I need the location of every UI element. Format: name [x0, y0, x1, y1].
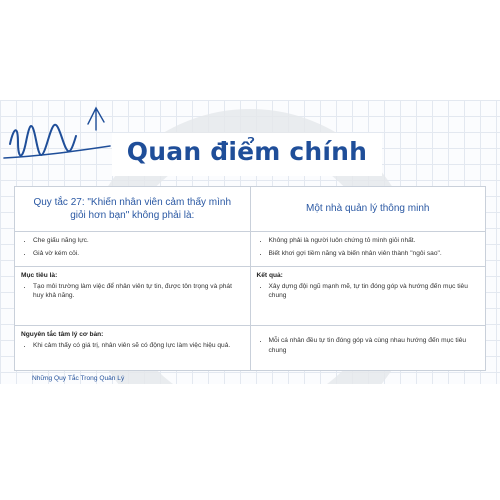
table-header-row: [15, 187, 486, 232]
list-item: • Biết khơi gợi tiềm năng và biến nhân viên thành "ngôi sao".: [269, 249, 480, 259]
left-column-header: Quy tắc 27: "Khiến nhân viên cảm thấy mình giỏi hơn bạn" không phải là:: [15, 187, 251, 232]
table-row: [15, 326, 486, 371]
list-item: • Che giấu năng lực.: [33, 236, 244, 246]
table-cell: [15, 267, 251, 326]
list-item: • Xây dựng đội ngũ mạnh mẽ, tự tin đóng góp và hướng đến mục tiêu chung: [269, 282, 480, 301]
right-column-header: Một nhà quản lý thông minh: [250, 187, 486, 232]
cell-heading: Kết quả:: [256, 272, 283, 279]
table-cell: [15, 326, 251, 371]
table-row: [15, 267, 486, 326]
cell-heading: Nguyên tắc tâm lý cơ bản:: [21, 331, 104, 338]
list-item: • Không phải là người luôn chứng tỏ mình giỏi nhất.: [269, 236, 480, 246]
table-cell: [250, 232, 486, 267]
list-item: • Mỗi cá nhân đều tự tin đóng góp và cùng nhau hướng đến mục tiêu chung: [269, 336, 480, 355]
cell-heading: Mục tiêu là:: [21, 272, 58, 279]
list-item: • Tạo môi trường làm việc để nhân viên tự tin, được tôn trọng và phát huy khả năng.: [33, 282, 244, 301]
list-item: • Giả vờ kém cỏi.: [33, 249, 244, 259]
footer-text: Những Quy Tắc Trong Quản Lý: [32, 375, 125, 382]
table-cell: [250, 267, 486, 326]
page-title: Quan điểm chính: [126, 137, 368, 166]
table-cell: [15, 232, 251, 267]
table-cell: [250, 326, 486, 371]
slide: [0, 100, 500, 384]
comparison-table: [14, 186, 486, 371]
table-row: [15, 232, 486, 267]
list-item: • Khi cảm thấy có giá trị, nhân viên sẽ có động lực làm việc hiệu quả.: [33, 341, 244, 351]
